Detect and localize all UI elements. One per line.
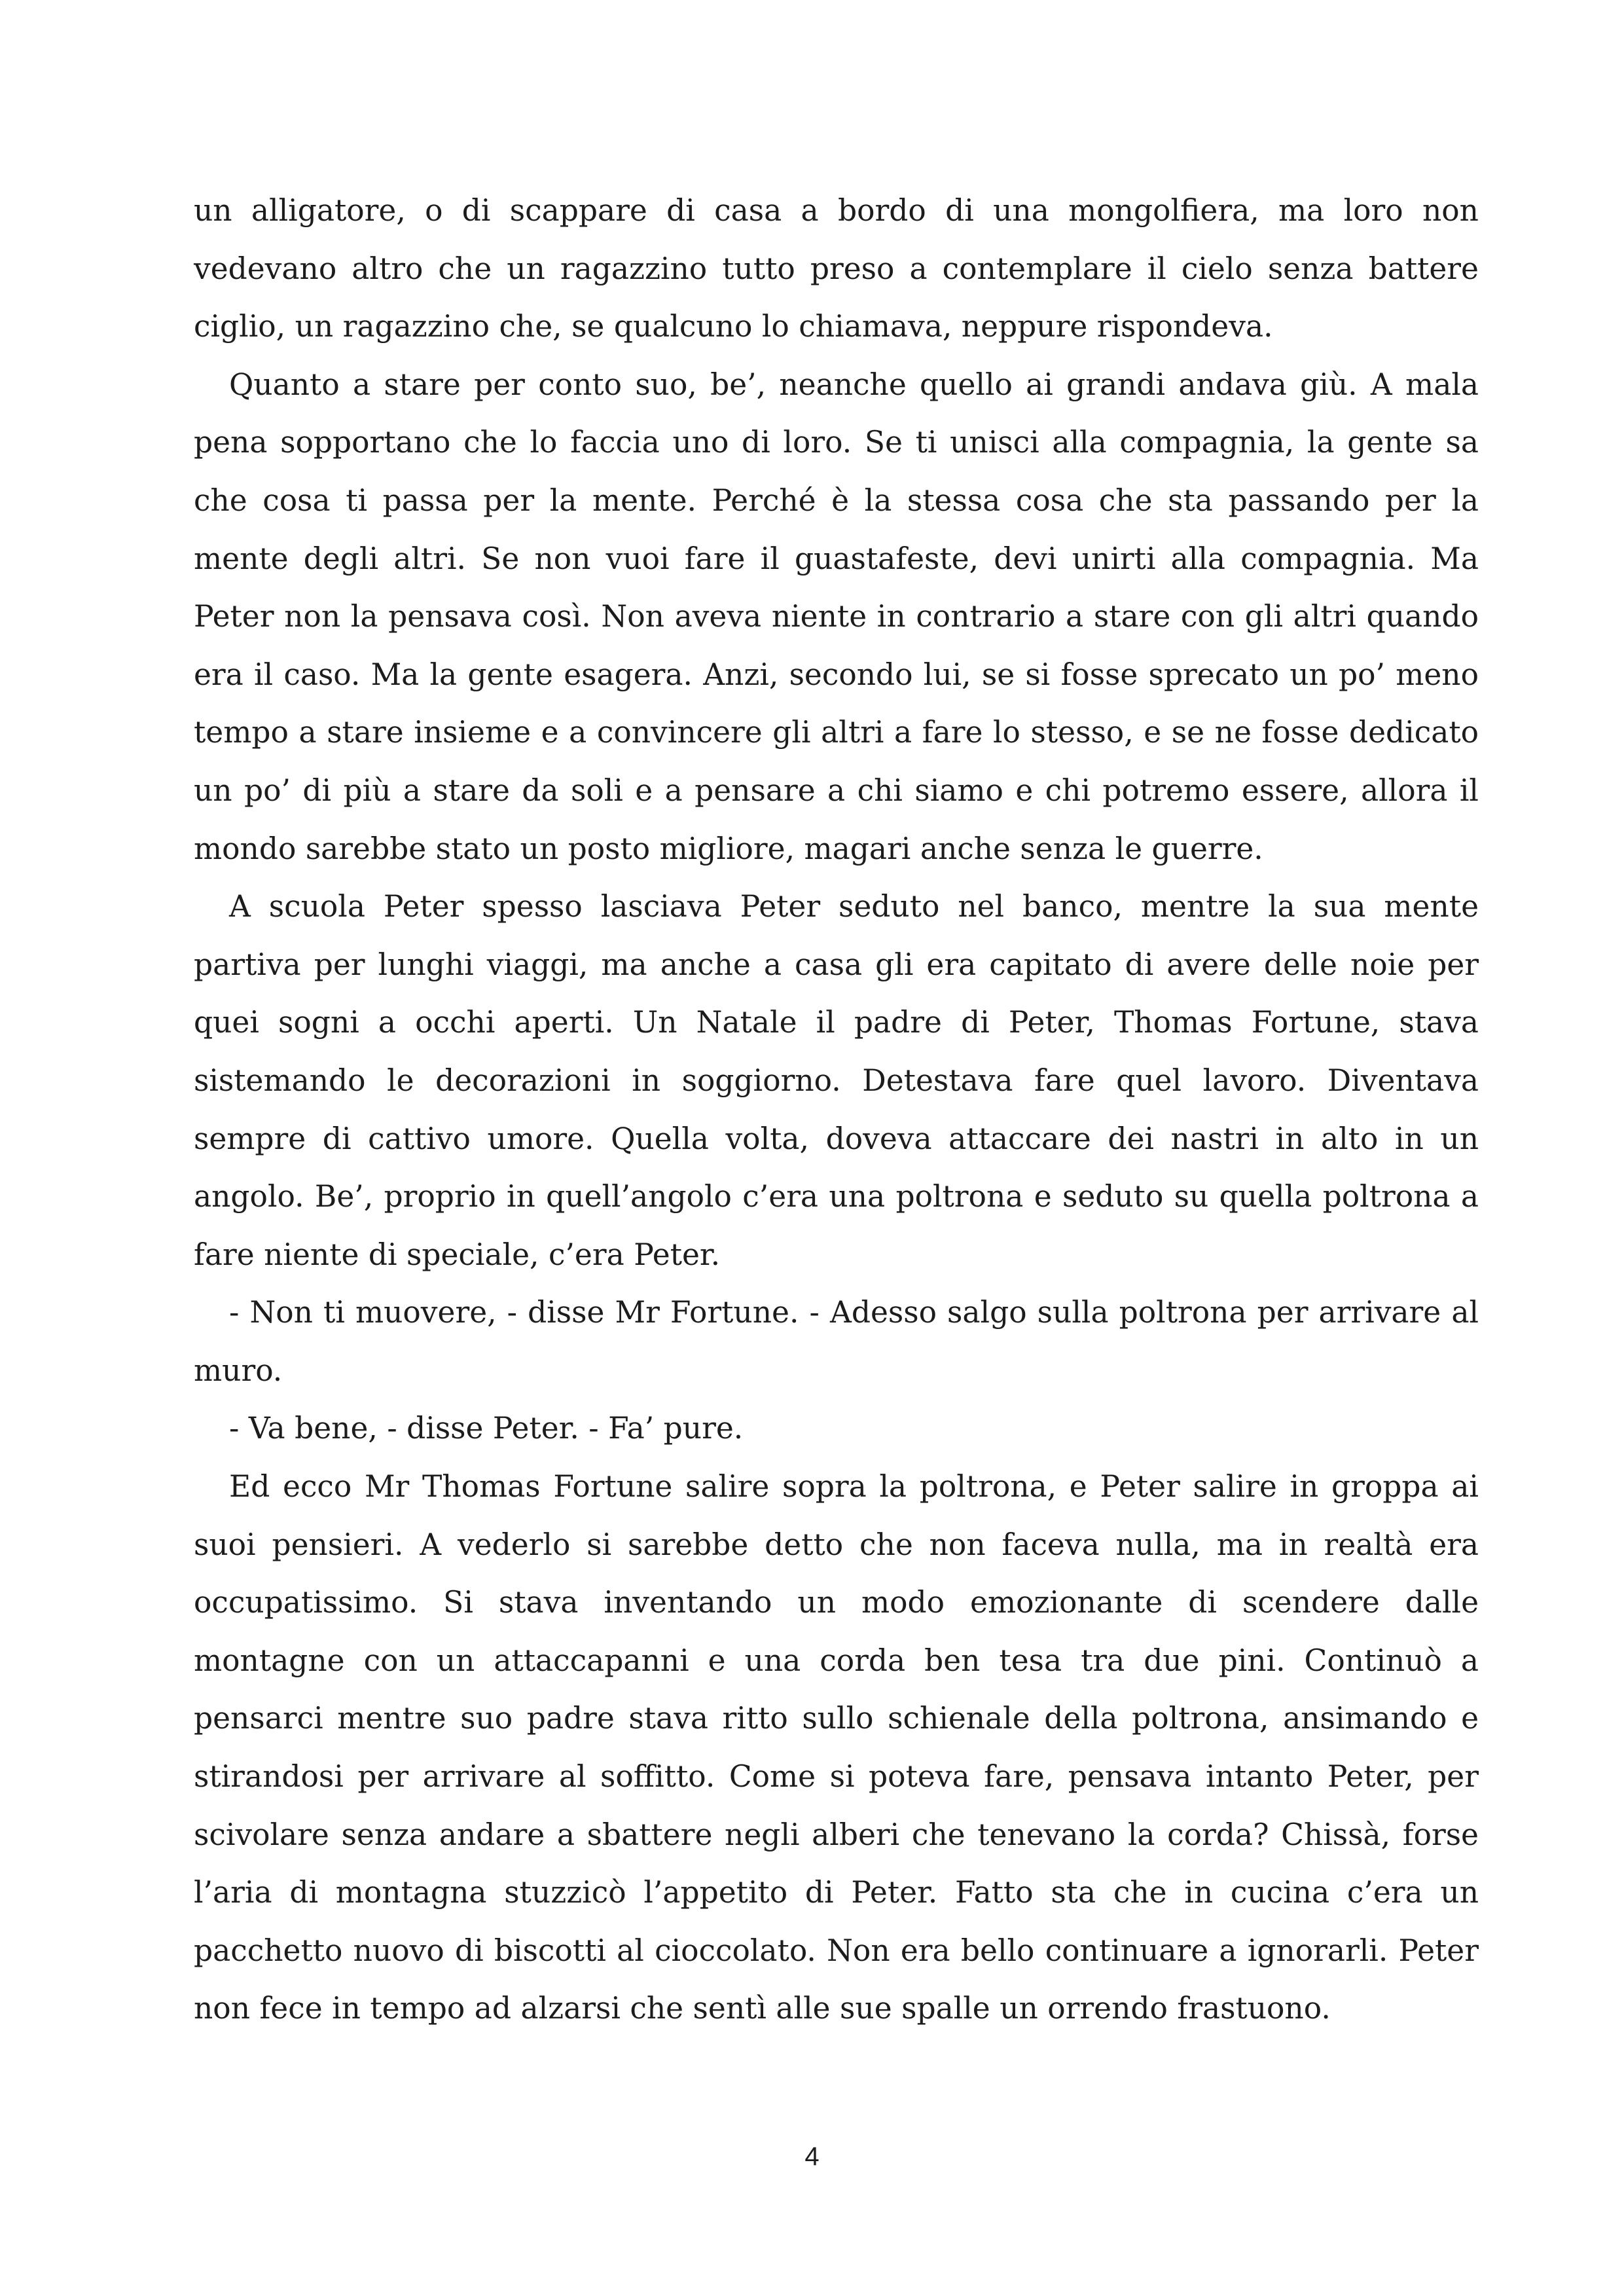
paragraph-2: Quanto a stare per conto suo, be’, neanche quello ai grandi andava giù. A mala pena sopportano che lo faccia uno di loro. Se ti unisci alla compagnia, la gente sa che cosa ti passa per la mente. Perché è la stessa cosa che sta passando per la mente degli altri. Se non vuoi fare il guastafeste, devi unirti alla compagnia. Ma Peter non la pensava così. Non aveva niente in contrario a stare con gli altri quando era il caso. Ma la gente esagera. Anzi, secondo lui, se si fosse sprecato un po’ meno tempo a stare insieme e a convincere gli altri a fare lo stesso, e se ne fosse dedicato un po’ di più a stare da soli e a pensare a chi siamo e chi potremo essere, allora il mondo sarebbe stato un posto migliore, magari anche senza le guerre. [194,367,1479,866]
paragraph-6: Ed ecco Mr Thomas Fortune salire sopra la poltrona, e Peter salire in groppa ai suoi pensieri. A vederlo si sarebbe detto che non faceva nulla, ma in realtà era occupatissimo. Si stava inventando un modo emozionante di scendere dalle montagne con un attaccapanni e una corda ben tesa tra due pini. Continuò a pensarci mentre suo padre stava ritto sullo schienale della poltrona, ansimando e stirandosi per arrivare al soffitto. Come si poteva fare, pensava intanto Peter, per scivolare senza andare a sbattere negli alberi che tenevano la corda? Chissà, forse l’aria di montagna stuzzicò l’appetito di Peter. Fatto sta che in cucina c’era un pacchetto nuovo di biscotti al cioccolato. Non era bello continuare a ignorarli. Peter non fece in tempo ad alzarsi che sentì alle sue spalle un orrendo frastuono. [194,1469,1479,2026]
paragraph-4-dialogue: - Non ti muovere, - disse Mr Fortune. - Adesso salgo sulla poltrona per arrivare al muro. [194,1295,1479,1388]
paragraph-3: A scuola Peter spesso lasciava Peter seduto nel banco, mentre la sua mente partiva per lunghi viaggi, ma anche a casa gli era capitato di avere delle noie per quei sogni a occhi aperti. Un Natale il padre di Peter, Thomas Fortune, stava sistemando le decorazioni in soggiorno. Detestava fare quel lavoro. Diventava sempre di cattivo umore. Quella volta, doveva attaccare dei nastri in alto in un angolo. Be’, proprio in quell’angolo c’era una poltrona e seduto su quella poltrona a fare niente di speciale, c’era Peter. [194,889,1479,1272]
page-number: 4 [804,2142,820,2171]
paragraph-1: un alligatore, o di scappare di casa a bordo di una mongolfiera, ma loro non vedevano altro che un ragazzino tutto preso a contemplare il cielo senza battere ciglio, un ragazzino che, se qualcuno lo chiamava, neppure rispondeva. [194,193,1479,344]
body-text [194,182,1479,2038]
paragraph-5-dialogue: - Va bene, - disse Peter. - Fa’ pure. [229,1411,744,1446]
